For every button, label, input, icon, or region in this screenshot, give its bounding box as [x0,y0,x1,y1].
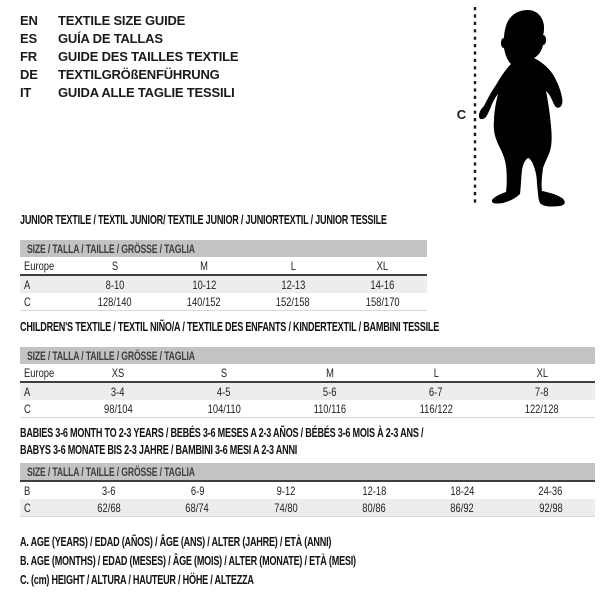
table-cell [20,257,70,275]
cell-value: 152/158 [276,294,311,309]
lang-code: IT [20,85,32,100]
table-cell [338,257,427,275]
cell-value: 80/86 [362,500,386,515]
cell-value: 68/74 [185,500,210,515]
cell-value: XL [536,365,548,380]
row-label: C [24,500,31,515]
table-cell [159,257,248,275]
lang-title: GUIDA ALLE TAGLIE TESSILI [58,85,235,100]
cell-value: 12-18 [362,483,387,498]
lang-row-es [20,30,238,48]
cell-value: 9-12 [276,483,296,498]
childrens-size-table [20,364,595,418]
row-label: Europe [24,258,55,273]
table-cell [338,275,427,293]
language-title-list [20,12,238,102]
cell-value: M [326,365,334,380]
legend-line-b: B. AGE (MONTHS) / EDAD (MESES) / ÂGE (MOIS) / ALTER (MONATE) / ETÀ (MESI) [20,554,356,568]
table-cell [65,400,171,418]
table-cell [65,364,171,382]
table-row-age [20,382,595,400]
table-cell [249,293,338,311]
cell-value: XS [111,365,125,380]
section-title: JUNIOR TEXTILE / TEXTIL JUNIOR/ TEXTILE JUNIOR / JUNIORTEXTIL / JUNIOR TESSILE [20,213,387,227]
table-cell [418,499,506,517]
babies-textile-section [20,425,595,517]
table-cell [418,481,506,499]
cell-value: XL [376,258,389,273]
cell-value: S [220,365,228,380]
table-cell [242,481,330,499]
table-row-height [20,293,427,311]
lang-row-fr [20,48,238,66]
row-label: B [24,483,31,498]
lang-row-it [20,84,238,102]
lang-code: FR [20,49,37,64]
cell-value: 62/68 [97,500,121,515]
cell-value: 128/140 [97,294,132,309]
cell-value: 14-16 [370,277,395,292]
lang-title: GUIDE DES TAILLES TEXTILE [58,49,239,64]
table-cell [489,400,595,418]
lang-code: DE [20,67,38,82]
row-label: A [24,277,31,292]
lang-code: EN [20,13,38,28]
table-cell [171,382,277,400]
table-cell [20,275,70,293]
table-cell [20,400,65,418]
lang-row-en [20,12,238,30]
table-cell [277,364,383,382]
measure-legend [20,533,486,590]
section-title-line1: BABIES 3-6 MONTH TO 2-3 YEARS / BEBÉS 3-6 MESES A 2-3 AÑOS / BÉBÉS 3-6 MOIS À 2-3 ANS / [20,426,424,440]
table-cell [383,364,489,382]
cell-value: S [111,258,118,273]
lang-title: GUÍA DE TALLAS [58,31,163,46]
table-cell [242,499,330,517]
section-title: CHILDREN'S TEXTILE / TEXTIL NIÑO/A / TEXTILE DES ENFANTS / KINDERTEXTIL / BAMBINI TESSILE [20,320,440,334]
cell-value: 122/128 [525,401,559,416]
table-cell [489,382,595,400]
cell-value: 18-24 [450,483,475,498]
cell-value: 86/92 [450,500,475,515]
section-title-line2: BABYS 3-6 MONATE BIS 2-3 JAHRE / BAMBINI 3-6 MESI A 2-3 ANNI [20,443,298,457]
row-label: C [24,294,31,309]
table-cell [330,499,418,517]
cell-value: 98/104 [103,401,133,416]
table-cell [507,481,595,499]
size-header-label: SIZE / TALLA / TAILLE / GRÖSSE / TAGLIA [27,242,195,256]
junior-size-table [20,257,427,311]
table-cell [330,481,418,499]
row-label: Europe [24,365,55,380]
cell-value: L [433,365,439,380]
lang-code: ES [20,31,37,46]
cell-value: 104/110 [207,401,241,416]
row-label: C [24,401,31,416]
table-cell [249,275,338,293]
cell-value: 92/98 [539,500,563,515]
cell-value: 3-6 [102,483,116,498]
table-cell [338,293,427,311]
cell-value: 8-10 [105,277,124,292]
table-cell [489,364,595,382]
cell-value: L [290,258,296,273]
cell-value: 140/152 [186,294,221,309]
babies-size-table [20,480,595,517]
size-header-label: SIZE / TALLA / TAILLE / GRÖSSE / TAGLIA [27,349,195,363]
height-measure-figure [448,2,598,214]
table-cell [159,275,248,293]
table-cell [159,293,248,311]
cell-value: 110/116 [313,401,347,416]
size-header-bar [20,347,595,364]
legend-line-c: C. (cm) HEIGHT / ALTURA / HAUTEUR / HÖHE / ALTEZZA [20,573,254,587]
table-cell [277,400,383,418]
cell-value: 158/170 [365,294,400,309]
table-cell [507,499,595,517]
table-cell [65,499,153,517]
table-cell [20,499,65,517]
table-cell [249,257,338,275]
cell-value: 74/80 [274,500,298,515]
cell-value: M [199,258,208,273]
baby-silhouette-icon [479,10,565,207]
table-row-age-months [20,481,595,499]
cell-value: 6-7 [429,384,443,399]
table-cell [153,481,241,499]
legend-line-a: A. AGE (YEARS) / EDAD (AÑOS) / ÂGE (ANS) / ALTER (JAHRE) / ETÀ (ANNI) [20,535,332,549]
table-cell [70,275,159,293]
table-cell [65,382,171,400]
table-cell [70,257,159,275]
measure-label-c: C [456,107,467,122]
table-cell [383,382,489,400]
cell-value: 3-4 [111,384,125,399]
childrens-textile-section [20,320,595,418]
lang-title: TEXTILGRÖßENFÜHRUNG [58,67,220,82]
table-cell [20,382,65,400]
table-row-height [20,499,595,517]
cell-value: 4-5 [217,384,231,399]
cell-value: 24-36 [538,483,563,498]
table-row-height [20,400,595,418]
lang-row-de [20,66,238,84]
junior-textile-section [20,213,427,311]
cell-value: 116/122 [419,401,453,416]
table-cell [20,481,65,499]
table-row-europe [20,257,427,275]
size-header-bar [20,463,595,480]
row-label: A [24,384,31,399]
cell-value: 10-12 [191,277,216,292]
table-cell [20,293,70,311]
table-row-europe [20,364,595,382]
table-cell [171,400,277,418]
table-cell [70,293,159,311]
cell-value: 12-13 [281,277,306,292]
table-cell [153,499,241,517]
table-cell [171,364,277,382]
size-header-bar [20,240,427,257]
size-header-label: SIZE / TALLA / TAILLE / GRÖSSE / TAGLIA [27,465,195,479]
cell-value: 7-8 [535,384,549,399]
cell-value: 5-6 [323,384,337,399]
table-cell [383,400,489,418]
cell-value: 6-9 [190,483,205,498]
lang-title: TEXTILE SIZE GUIDE [58,13,186,28]
table-cell [65,481,153,499]
table-cell [277,382,383,400]
table-cell [20,364,65,382]
table-row-age [20,275,427,293]
